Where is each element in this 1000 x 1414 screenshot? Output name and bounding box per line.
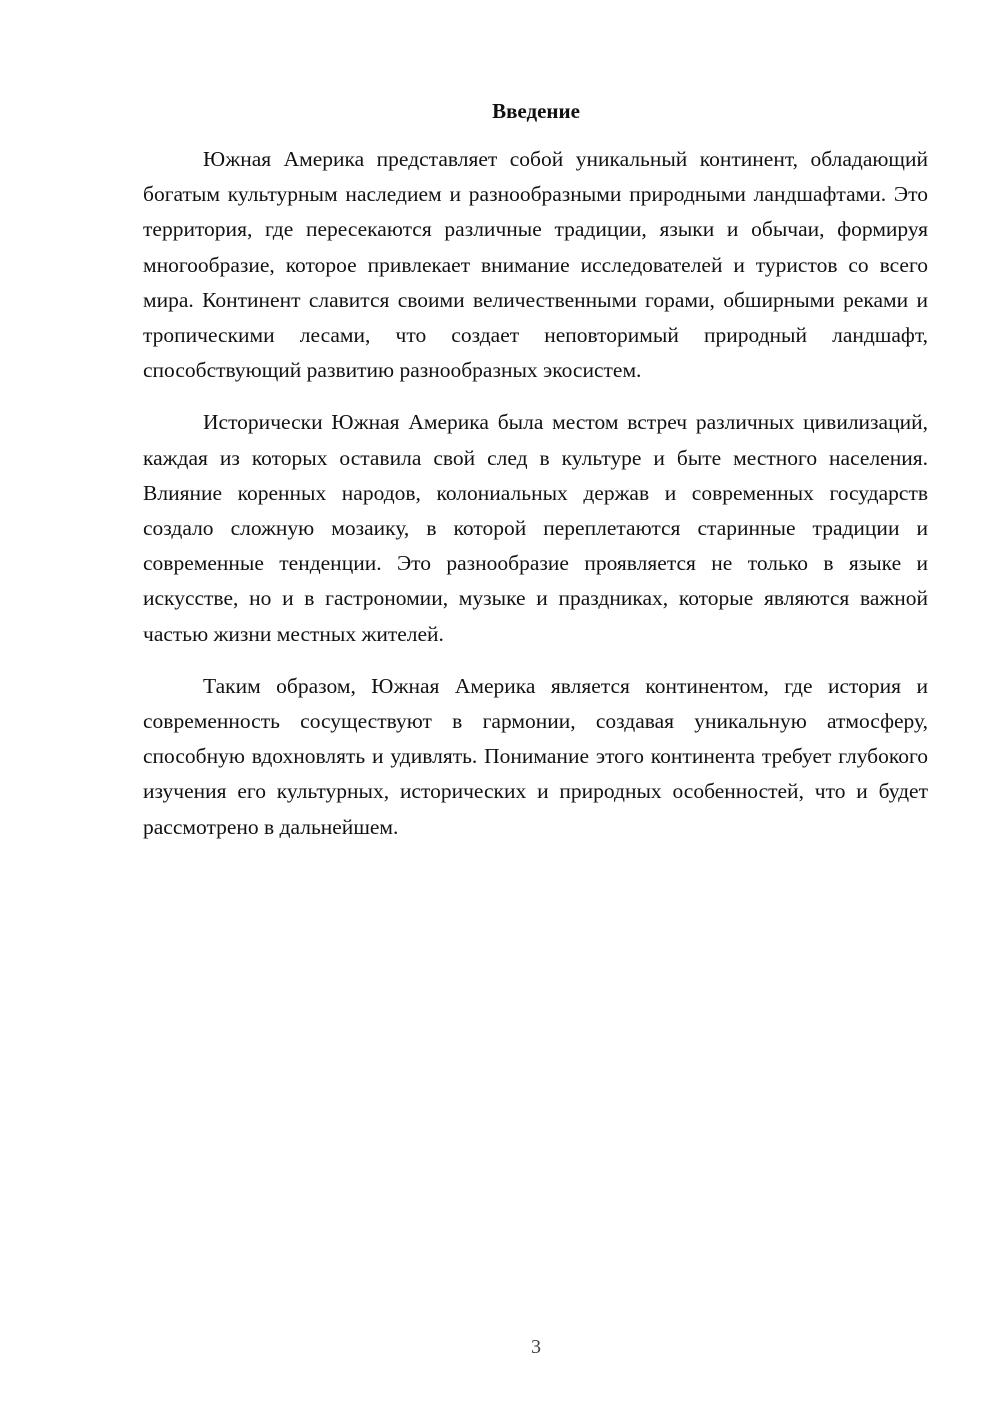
paragraph-2: Исторически Южная Америка была местом встреч различных цивилизаций, каждая из которых оставила свой след в культуре и быте местного населения. Влияние коренных народов, колониальных держав и современных государств создало сложную мозаику, в которой переплетаются старинные традиции и современные тенденции. Это разнообразие проявляется не только в языке и искусстве, но и в гастрономии, музыке и праздниках, которые являются важной частью жизни местных жителей. (143, 410, 928, 646)
body-text (143, 142, 928, 862)
paragraph-1: Южная Америка представляет собой уникальный континент, обладающий богатым культурным наследием и разнообразными природными ландшафтами. Это территория, где пересекаются различные традиции, языки и обычаи, формируя многообразие, которое привлекает внимание исследователей и туристов со всего мира. Континент славится своими величественными горами, обширными реками и тропическими лесами, что создает неповторимый природный ландшафт, способствующий развитию разнообразных экосистем. (143, 147, 928, 383)
page-number: 3 (531, 1336, 541, 1358)
paragraph-3: Таким образом, Южная Америка является континентом, где история и современность сосуществуют в гармонии, создавая уникальную атмосферу, способную вдохновлять и удивлять. Понимание этого континента требует глубокого изучения его культурных, исторических и природных особенностей, что и будет рассмотрено в дальнейшем. (143, 673, 928, 839)
section-heading: Введение (492, 99, 580, 123)
